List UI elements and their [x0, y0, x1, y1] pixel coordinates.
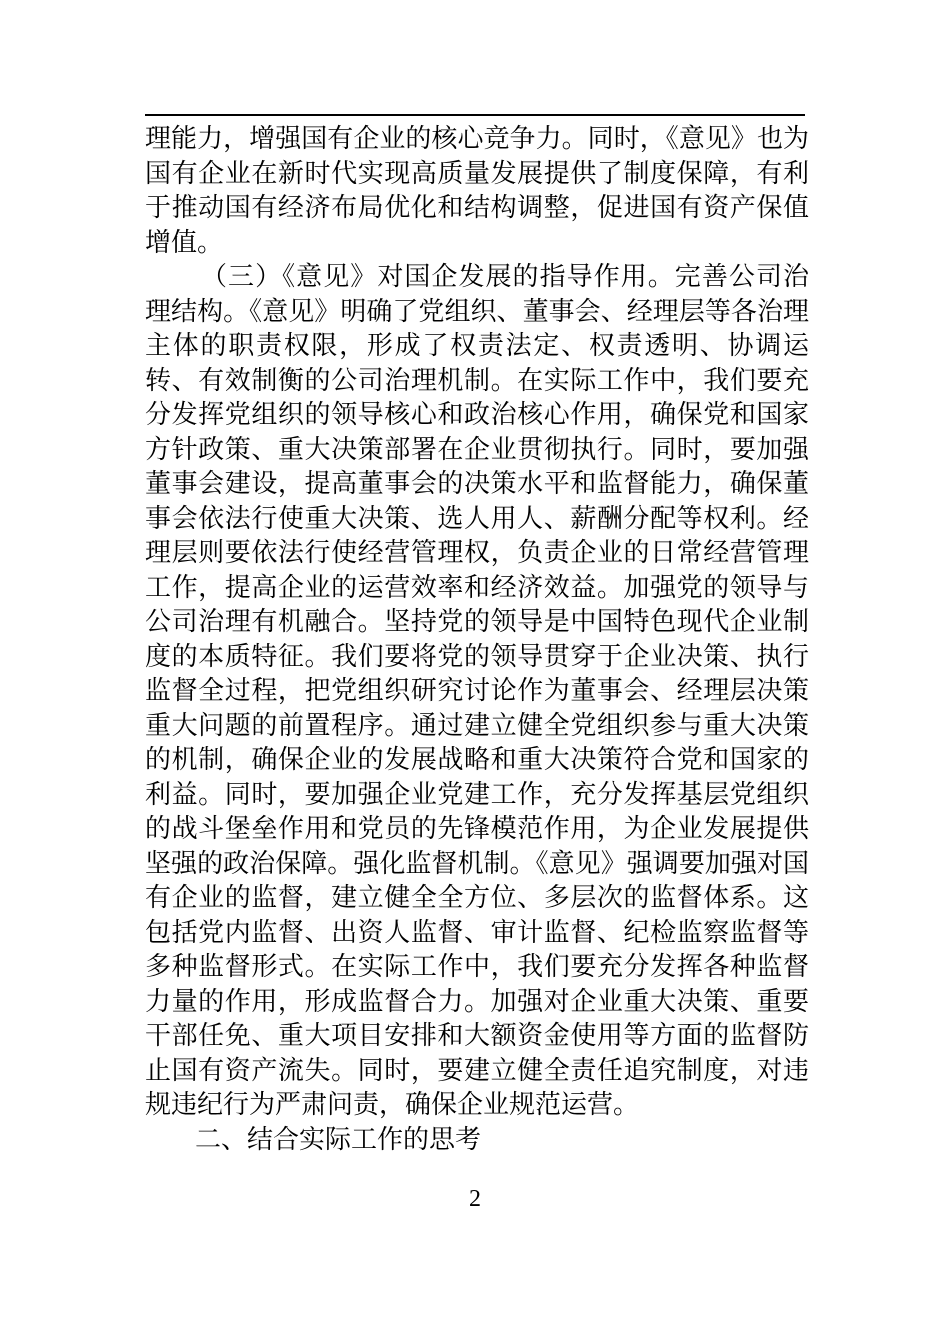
- document-body: [145, 122, 809, 1157]
- section-heading: 二、结合实际工作的思考: [195, 1124, 482, 1155]
- header-rule: [145, 114, 805, 116]
- page-number: 2: [469, 1186, 481, 1212]
- paragraph-section-three: （三）《意见》对国企发展的指导作用。完善公司治理结构。《意见》明确了党组织、董事会、经理层等各治理主体的职责权限，形成了权责法定、权责透明、协调运转、有效制衡的公司治理机制。在实际工作中，我们要充分发挥党组织的领导核心和政治核心作用，确保党和国家方针政策、重大决策部署在企业贯彻执行。同时，要加强董事会建设，提高董事会的决策水平和监督能力，确保董事会依法行使重大决策、选人用人、薪酬分配等权利。经理层则要依法行使经营管理权，负责企业的日常经营管理工作，提高企业的运营效率和经济效益。加强党的领导与公司治理有机融合。坚持党的领导是中国特色现代企业制度的本质特征。我们要将党的领导贯穿于企业决策、执行监督全过程，把党组织研究讨论作为董事会、经理层决策重大问题的前置程序。通过建立健全党组织参与重大决策的机制，确保企业的发展战略和重大决策符合党和国家的利益。同时，要加强企业党建工作，充分发挥基层党组织的战斗堡垒作用和党员的先锋模范作用，为企业发展提供坚强的政治保障。强化监督机制。《意见》强调要加强对国有企业的监督，建立健全全方位、多层次的监督体系。这包括党内监督、出资人监督、审计监督、纪检监察监督等多种监督形式。在实际工作中，我们要充分发挥各种监督力量的作用，形成监督合力。加强对企业重大决策、重要干部任免、重大项目安排和大额资金使用等方面的监督防止国有资产流失。同时，要建立健全责任追究制度，对违规违纪行为严肃问责，确保企业规范运营。: [145, 262, 809, 1120]
- paragraph-continued: 理能力，增强国有企业的核心竞争力。同时，《意见》也为国有企业在新时代实现高质量发展提供了制度保障，有利于推动国有经济布局优化和结构调整，促进国有资产保值增值。: [145, 124, 809, 258]
